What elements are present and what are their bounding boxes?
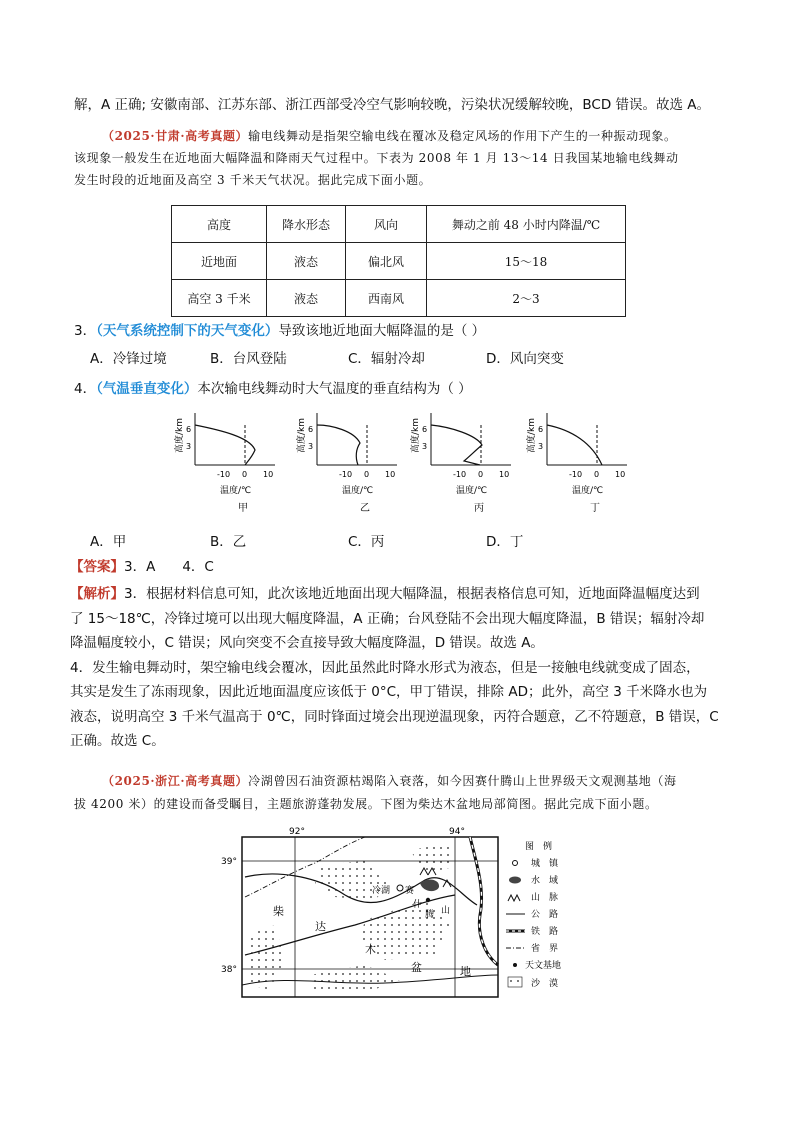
table-cell: 液态 [267,243,346,280]
legend-water-icon [509,877,521,884]
ytick-label: 3 [538,442,544,451]
q4-option-b: B．乙 [210,534,247,550]
legend-item: 山 脉 [531,893,559,903]
qaidam-map [215,825,585,1005]
place-mu: 木 [365,943,376,956]
legend-item: 沙 漠 [531,979,559,989]
legend-mountain-icon [508,895,520,901]
graph-xlabel: 温度/℃ [220,486,252,496]
legend-item: 省 界 [531,944,559,954]
temp-graph [295,413,397,514]
answer-label: 【答案】 [70,559,124,575]
answer-line [70,556,730,578]
temperature-graphs [160,405,630,520]
passage2-text1: 冷湖曾因石油资源枯竭陷入衰落，如今因赛什腾山上世界级天文观测基地（海 [248,774,677,788]
place-pen: 盆 [411,961,422,974]
legend-town-icon [513,861,518,866]
temp-graph [525,413,627,514]
legend-item: 城 镇 [531,859,559,869]
legend-item: 铁 路 [531,927,559,937]
legend-title: 图 例 [525,842,553,852]
place-teng: 腾 [425,910,435,920]
ytick-label: 3 [308,442,314,451]
analysis-line3: 降温幅度较小，C 错误；风向突变不会直接导致大幅度降温，D 错误。故选 A。 [70,635,544,651]
q3-tag: （天气系统控制下的天气变化） [96,323,279,339]
map-legend [506,840,561,989]
question-4 [74,378,734,400]
xtick-label: 10 [615,470,626,479]
analysis-line7: 正确。故选 C。 [70,733,165,749]
question-3 [74,320,734,342]
q3-option-a: A．冷锋过境 [90,351,167,367]
temperature-curve [431,425,482,465]
q4-number: 4． [74,381,97,397]
passage1 [74,125,734,191]
temperature-curve [317,425,360,465]
graph-ylabel: 高度/km [175,417,185,453]
graph-xlabel: 温度/℃ [456,486,488,496]
graph-ylabel: 高度/km [297,417,307,453]
q3-option-c: C．辐射冷却 [348,351,425,367]
xtick-label: 0 [364,470,370,479]
table-header: 风向 [346,206,427,243]
table-header: 降水形态 [267,206,346,243]
passage2-source: （2025·浙江·高考真题） [102,774,249,788]
analysis-line5: 其实是发生了冻雨现象，因此近地面温度应该低于 0°C，甲丁错误，排除 AD；此外，高空 3 千米降水也为 [70,684,708,700]
legend-item: 水 域 [531,876,559,886]
xtick-label: 0 [594,470,600,479]
graph-name: 乙 [360,503,370,514]
weather-table [171,205,626,317]
graph-name: 丁 [590,503,600,514]
q4-stem: 本次输电线舞动时大气温度的垂直结构为（ ） [197,381,472,397]
ytick-label: 6 [186,425,192,434]
xtick-label: 10 [385,470,396,479]
table-header: 舞动之前 48 小时内降温/℃ [427,206,626,243]
place-shan: 山 [441,906,451,916]
ytick-label: 6 [422,425,428,434]
q3-option-b: B．台风登陆 [210,351,287,367]
q3-option-d: D．风向突变 [486,351,564,367]
temp-graph [409,413,511,514]
analysis [70,582,736,754]
ytick-label: 6 [538,425,544,434]
table-cell: 西南风 [346,280,427,317]
legend-item: 天文基地 [525,961,562,971]
place-da: 达 [315,920,326,933]
table-header: 高度 [172,206,267,243]
place-chai: 柴 [273,905,284,918]
q4-option-d: D．丁 [486,534,524,550]
answer-value: 3．A 4．C [124,559,214,575]
astronomy-base-marker [426,898,430,902]
table-cell: 近地面 [172,243,267,280]
graph-xlabel: 温度/℃ [572,486,604,496]
lenghu-town [397,885,403,891]
intro-line: 解，A 正确; 安徽南部、江苏东部、浙江西部受冷空气影响较晚，污染状况缓解较晚，BCD 错误。故选 A。 [74,97,711,113]
q4-tag: （气温垂直变化） [96,381,198,397]
table-cell: 偏北风 [346,243,427,280]
place-lenghu: 冷湖 [372,886,391,896]
legend-desert-icon [508,977,522,987]
table-cell: 高空 3 千米 [172,280,267,317]
analysis-line6: 液态，说明高空 3 千米气温高于 0℃，同时锋面过境会出现逆温现象，丙符合题意，乙不符题意，B 错误，C [70,708,719,725]
xtick-label: -10 [569,470,583,479]
xtick-label: 10 [499,470,510,479]
q4-option-a: A．甲 [90,534,127,550]
place-di: 地 [460,965,471,978]
passage1-text3: 发生时段的近地面及高空 3 千米天气状况。据此完成下面小题。 [74,173,432,187]
temperature-curve [547,425,602,465]
temp-graph [173,413,275,514]
analysis-line4: 4．发生输电舞动时，架空输电线会覆冰，因此虽然此时降水形式为液态，但是一接触电线就变成了固态， [70,659,700,676]
lon-label-92: 92° [289,827,305,837]
graph-ylabel: 高度/km [411,417,421,453]
graph-ylabel: 高度/km [527,417,537,453]
lat-label-39: 39° [221,857,237,867]
passage2-text2: 拔 4200 米）的建设而备受瞩目，主题旅游蓬勃发展。下图为柴达木盆地局部简图。据此完成下面小题。 [74,797,658,811]
analysis-label: 【解析】 [70,586,124,602]
xtick-label: -10 [339,470,353,479]
passage2 [74,770,734,816]
table-header-row [172,206,626,243]
place-sai: 赛 [405,886,415,896]
table-cell: 2～3 [427,280,626,317]
temperature-curve [195,425,255,465]
table-cell: 15～18 [427,243,626,280]
table-cell: 液态 [267,280,346,317]
ytick-label: 3 [422,442,428,451]
place-shi: 什 [413,900,423,910]
analysis-line1: 3．根据材料信息可知，此次该地近地面出现大幅降温，根据表格信息可知，近地面降温幅度达到 [124,586,700,602]
xtick-label: -10 [217,470,231,479]
analysis-line2: 了 15～18℃，冷锋过境可以出现大幅度降温，A 正确；台风登陆不会出现大幅度降温，B 错误；辐射冷却 [70,610,705,627]
graph-name: 丙 [474,503,484,514]
xtick-label: 10 [263,470,274,479]
ytick-label: 3 [186,442,192,451]
q3-number: 3． [74,323,97,339]
graph-xlabel: 温度/℃ [342,486,374,496]
table-row [172,280,626,317]
legend-base-icon [513,963,517,967]
lat-label-38: 38° [221,965,237,975]
passage1-source: （2025·甘肃·高考真题） [102,129,249,143]
graph-name: 甲 [238,503,248,514]
ytick-label: 6 [308,425,314,434]
lon-label-94: 94° [449,827,465,837]
passage1-text1: 输电线舞动是指架空输电线在覆冰及稳定风场的作用下产生的一种振动现象。 [248,129,677,143]
xtick-label: -10 [453,470,467,479]
q3-stem: 导致该地近地面大幅降温的是（ ） [278,323,486,339]
passage1-text2: 该现象一般发生在近地面大幅降温和降雨天气过程中。下表为 2008 年 1 月 13～14 日我国某地输电线舞动 [74,151,679,165]
q4-option-c: C．丙 [348,534,385,550]
legend-item: 公 路 [531,910,559,920]
xtick-label: 0 [478,470,484,479]
table-row [172,243,626,280]
xtick-label: 0 [242,470,248,479]
